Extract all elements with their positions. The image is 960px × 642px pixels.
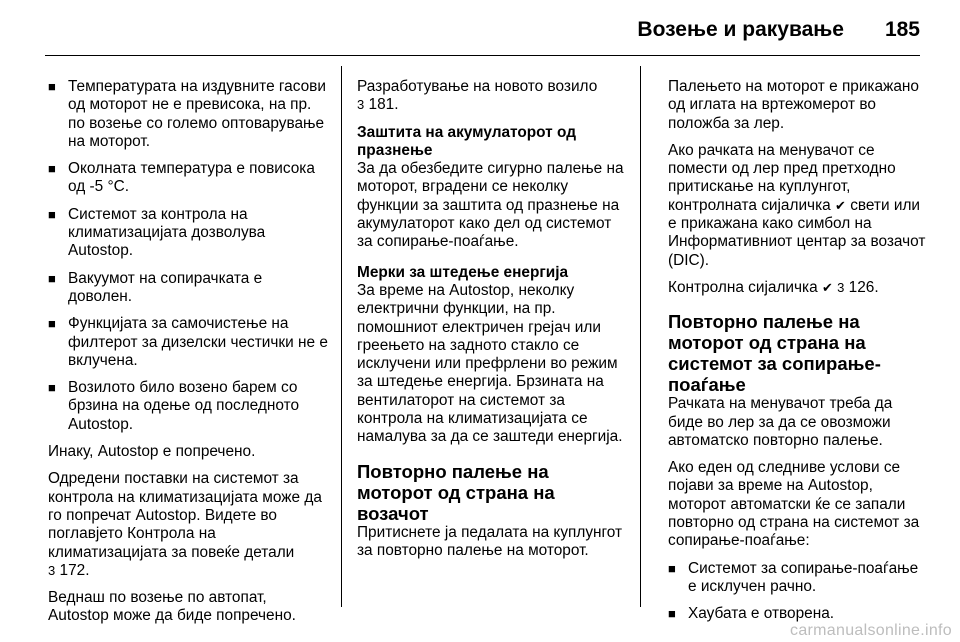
list-item: ■ Возилото било возено барем со брзина на одење од последното Autostop.	[48, 379, 328, 434]
subheading-energy-saving: Мерки за штедење енергија	[357, 263, 569, 281]
list-item: ■ Вакуумот на сопирачката е доволен.	[48, 270, 328, 307]
paragraph	[668, 279, 930, 297]
paragraph: За време на Autostop, неколку електрични функции, на пр. помошниот електричен грејач или греењето на задното стакло се исклучени или префрлени во режим за штедење енергија. Брзината на вентилаторот на системот за контрола на климатизацијата се намалува за да се заштеди енергија.	[357, 281, 623, 446]
page-reference-link[interactable]: 172.	[59, 561, 90, 579]
indicator-lamp-icon: ✔	[821, 279, 833, 295]
paragraph: Ако еден од следниве услови се појави за време на Autostop, моторот автоматски ќе се запали повторно од страна на системот за сопирање-поаѓање:	[668, 459, 920, 550]
column-1	[48, 78, 328, 635]
heading-system-restart: Повторно палење на моторот од страна на системот за сопирање-поаѓање	[668, 311, 881, 396]
paragraph-text: Ако рачката на менувачот се помести од лер пред претходно притискање на куплунгот, контролната сијаличка	[668, 141, 896, 214]
paragraph	[48, 470, 328, 580]
list-item: ■ Системот за контрола на климатизацијата дозволува Autostop.	[48, 206, 328, 261]
page-number: 185	[884, 18, 920, 41]
list-item: ■ Системот за сопирање-поаѓање е исклучен рачно.	[668, 560, 930, 597]
page-header-title: Возење и ракување	[637, 18, 844, 41]
reference-arrow-icon: 3	[48, 562, 56, 578]
paragraph	[357, 78, 627, 115]
list-item: ■ Функцијата за самочистење на филтерот за дизелски честички не е вклучена.	[48, 315, 328, 370]
watermark: carmanualsonline.info	[790, 622, 952, 639]
paragraph-text: Разработување на новото возило	[357, 78, 598, 95]
reference-arrow-icon: 3	[837, 279, 845, 295]
paragraph: За да обезбедите сигурно палење на моторот, вградени се неколку функции за заштита од празнење на акумулаторот како дел од системот за сопирање-поаѓање.	[357, 160, 624, 251]
page-reference-link[interactable]: 181.	[368, 96, 399, 114]
paragraph: Притиснете ја педалата на куплунгот за повторно палење на моторот.	[357, 523, 623, 559]
list-item: ■ Околната температура е повисока од -5 °C.	[48, 160, 328, 197]
column-divider-2	[640, 66, 641, 607]
column-3	[668, 78, 930, 633]
heading-driver-restart: Повторно палење на моторот од страна на возачот	[357, 460, 555, 524]
subheading-battery-protection: Заштита на акумулаторот од празнење	[357, 123, 576, 159]
page-reference-link[interactable]: 126.	[848, 278, 879, 296]
paragraph-text: Контролна сијаличка	[668, 278, 818, 296]
paragraph-text: Одредени поставки на системот за контрола на климатизацијата може да го попречат Autostop. Видете во поглавјето Контрола на климатизацијата за повеќе детали	[48, 470, 322, 561]
indicator-lamp-icon: ✔	[835, 197, 846, 213]
paragraph: Рачката на менувачот треба да биде во лер за да се овозможи автоматско повторно палење.	[668, 395, 893, 449]
paragraph-text: свети или е прикажана како симбол на Информативниот центар за возачот (DIC).	[668, 196, 926, 269]
paragraph	[668, 142, 930, 270]
column-2	[357, 78, 627, 569]
list-item: ■ Температурата на издувните гасови од моторот не е превисока, на пр. по возење со големо оптоварување на моторот.	[48, 78, 328, 151]
paragraph: Инаку, Autostop е попречено.	[48, 443, 256, 461]
column-divider-1	[341, 66, 342, 607]
conditions-list	[48, 78, 328, 434]
header-rule	[45, 55, 920, 56]
paragraph: Палењето на моторот е прикажано од иглата на вртежомерот во положба за лер.	[668, 78, 919, 132]
restart-conditions-list	[668, 560, 930, 624]
reference-arrow-icon: 3	[357, 97, 365, 113]
list-item: ■ Хаубата е отворена.	[668, 605, 930, 623]
paragraph: Веднаш по возење по автопат, Autostop може да биде попречено.	[48, 589, 296, 625]
